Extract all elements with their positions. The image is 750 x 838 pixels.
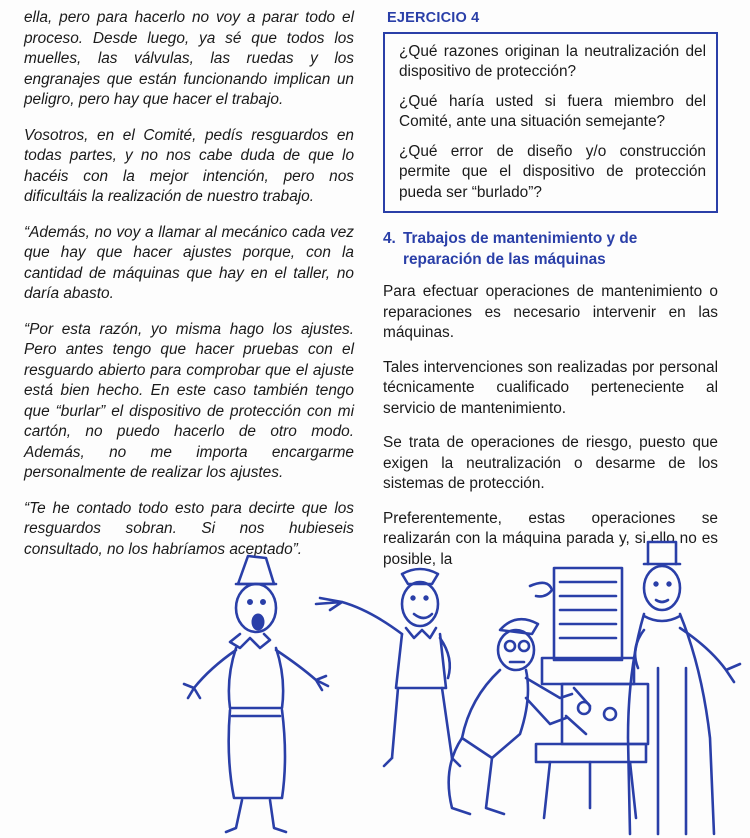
section-paragraph: Preferentemente, estas operaciones se realizarán con la máquina parada y, si ello no es posible, la bbox=[383, 509, 718, 568]
left-column bbox=[24, 8, 354, 575]
left-paragraph: “Por esta razón, yo misma hago los ajustes. Pero antes tengo que hacer pruebas con el resguardo abierto para comprobar que el ajuste está bien hecho. En este caso también tengo que “burlar” el dispositivo de protección con mi cartón, no puedo hacerlo de otro modo. Además, no me importa encargarme personalmente de realizar los ajustes. bbox=[24, 320, 354, 481]
workshop-illustration bbox=[170, 538, 750, 838]
left-paragraph: “Te he contado todo esto para decirte que los resguardos sobran. Si nos hubieseis consultado, no los habríamos aceptado”. bbox=[24, 499, 354, 558]
worker-woman-figure bbox=[184, 556, 328, 832]
section-paragraph: Tales intervenciones son realizadas por personal técnicamente cualificado perteneciente al servicio de mantenimiento. bbox=[383, 358, 718, 417]
left-paragraph: ella, pero para hacerlo no voy a parar todo el proceso. Desde luego, ya sé que todos los muelles, las válvulas, las ruedas y los engranajes que están funcionando implican un peligro, pero hay que hacer el trabajo. bbox=[24, 9, 354, 108]
exercise-question: ¿Qué razones originan la neutralización del dispositivo de protección? bbox=[399, 42, 706, 80]
left-paragraph: Vosotros, en el Comité, pedís resguardos en todas partes, y no nos cabe duda de que lo hacéis con la mejor intención, pero nos dificultáis la realización de nuestro trabajo. bbox=[24, 126, 354, 205]
worker-man-pointing-figure bbox=[316, 569, 460, 766]
section-paragraph: Para efectuar operaciones de mantenimiento o reparaciones es necesario intervenir en las máquinas. bbox=[383, 283, 718, 341]
supervisor-woman-figure bbox=[628, 542, 740, 834]
mechanic-figure bbox=[449, 583, 590, 814]
exercise-box bbox=[383, 32, 718, 214]
exercise-title: EJERCICIO 4 bbox=[387, 10, 480, 26]
section-number: 4. bbox=[383, 230, 396, 247]
section-paragraph: Se trata de operaciones de riesgo, puesto que exigen la neutralización o desarme de los sistemas de protección. bbox=[383, 434, 718, 492]
section-title: Trabajos de mantenimiento y de reparación de las máquinas bbox=[403, 230, 638, 268]
section-heading bbox=[383, 229, 718, 270]
exercise-question: ¿Qué error de diseño y/o construcción permite que el dispositivo de protección pueda ser “burlado”? bbox=[399, 142, 706, 201]
left-paragraph: “Además, no voy a llamar al mecánico cada vez que hay que hacer ajustes porque, con la cantidad de máquinas que hay en el taller, no daría abasto. bbox=[24, 223, 354, 302]
right-column bbox=[383, 8, 718, 584]
exercise-question: ¿Qué haría usted si fuera miembro del Comité, ante una situación semejante? bbox=[399, 92, 706, 130]
